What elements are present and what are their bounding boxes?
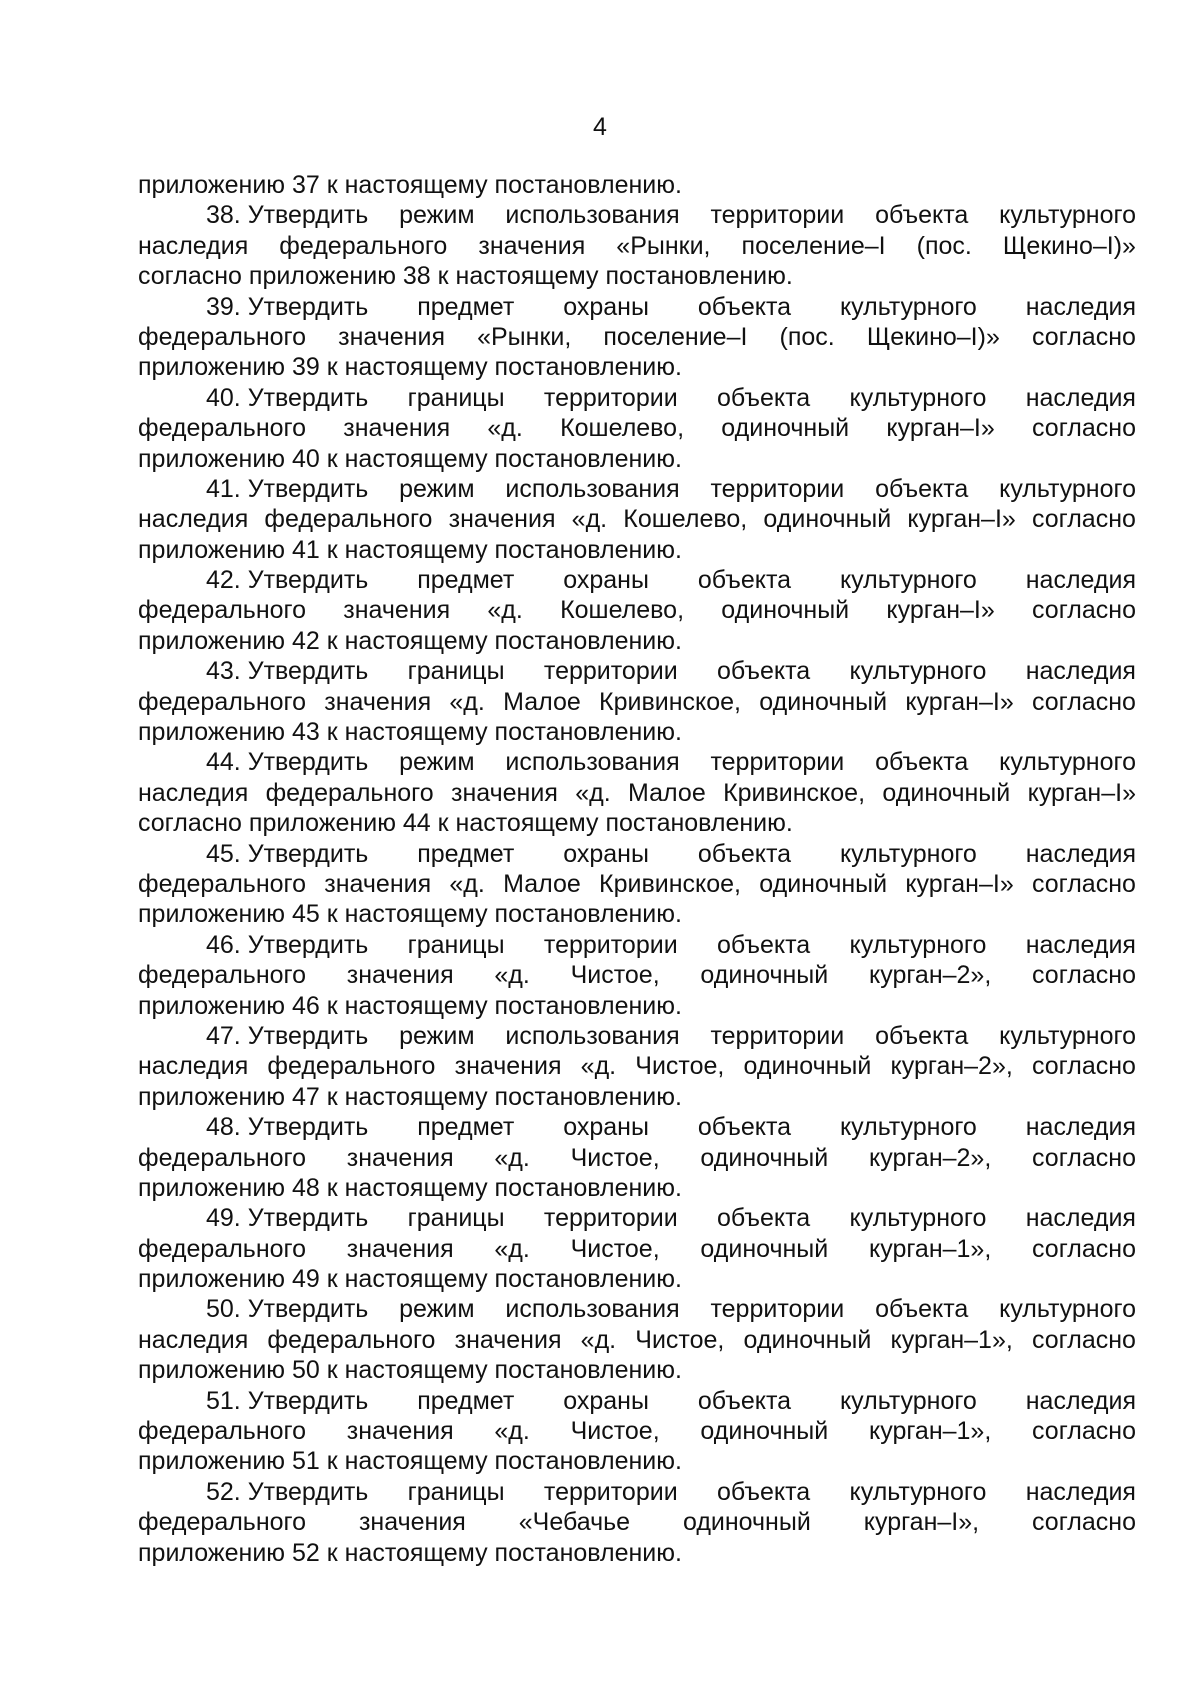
text-segment: охраны (563, 1113, 649, 1142)
text-segment: наследия (1025, 930, 1136, 959)
text-segment: одиночный (700, 1417, 829, 1446)
text-segment: территории (710, 474, 845, 503)
text-segment: культурного (849, 657, 987, 686)
text-segment: федерального (279, 231, 448, 260)
text-line (138, 1538, 1136, 1568)
text-segment: объекта (697, 1386, 792, 1415)
page-number: 4 (593, 113, 607, 141)
text-segment: курган–2», (890, 1052, 1013, 1081)
text-segment: объекта (717, 383, 811, 412)
text-segment: культурного (849, 1204, 987, 1233)
text-segment: объекта (697, 839, 792, 868)
text-segment: 42. Утвердить (206, 566, 369, 595)
text-segment: курган–2», (869, 1143, 992, 1172)
text-segment: приложению 41 к настоящему постановлению. (138, 535, 682, 564)
text-segment: приложению 51 к настоящему постановлению. (138, 1447, 682, 1476)
text-segment: согласно (1031, 869, 1136, 898)
text-segment: значения (346, 1417, 454, 1446)
text-segment: согласно (1032, 1143, 1136, 1172)
text-segment: приложению 37 к настоящему постановлению. (138, 171, 682, 199)
text-segment: режим (399, 1295, 475, 1324)
text-segment: 41. Утвердить (206, 474, 369, 503)
text-line (138, 1446, 1136, 1476)
text-line (138, 1203, 1136, 1233)
text-segment: охраны (563, 839, 649, 868)
text-segment: федерального (138, 1508, 307, 1537)
text-segment: наследия (1025, 1113, 1136, 1142)
text-segment: федерального (267, 1325, 436, 1354)
text-segment: согласно (1031, 505, 1136, 534)
text-line (138, 656, 1136, 686)
text-line (138, 474, 1136, 504)
text-line (138, 747, 1136, 777)
text-segment: 48. Утвердить (206, 1113, 369, 1142)
text-line (138, 565, 1136, 595)
text-segment: наследия (138, 1052, 249, 1081)
text-segment: объекта (717, 657, 811, 686)
text-segment: 38. Утвердить (206, 201, 369, 230)
text-segment: границы (407, 657, 505, 686)
text-segment: использования (505, 1021, 680, 1050)
text-segment: 52. Утвердить (206, 1477, 369, 1506)
text-line (138, 231, 1136, 261)
text-segment: «д. (449, 869, 485, 898)
text-segment: Малое (503, 869, 581, 898)
text-segment: наследия (138, 1325, 249, 1354)
text-segment: предмет (417, 839, 515, 868)
text-segment: территории (543, 1204, 678, 1233)
text-segment: приложению 42 к настоящему постановлению. (138, 626, 682, 655)
text-segment: «д. (494, 1417, 530, 1446)
text-segment: курган–2», (869, 961, 992, 990)
text-segment: приложению 43 к настоящему постановлению. (138, 718, 682, 747)
text-segment: «Чебачье (518, 1508, 631, 1537)
text-segment: согласно (1031, 687, 1136, 716)
text-segment: значения (338, 322, 445, 351)
text-line (138, 1386, 1136, 1416)
text-segment: «д. (449, 687, 485, 716)
text-segment: федерального (267, 1052, 436, 1081)
text-segment: значения (478, 231, 586, 260)
text-segment: объекта (875, 748, 969, 777)
text-segment: Чистое, (635, 1325, 725, 1354)
text-segment: курган–I», (863, 1508, 980, 1537)
text-segment: территории (543, 383, 678, 412)
text-segment: значения (454, 1052, 562, 1081)
text-line (138, 1477, 1136, 1507)
text-segment: предмет (417, 292, 515, 321)
text-segment: федерального (138, 961, 307, 990)
text-segment: 46. Утвердить (206, 930, 369, 959)
text-segment: приложению 45 к настоящему постановлению. (138, 900, 682, 929)
text-segment: курган–I» (1027, 778, 1136, 807)
text-line (138, 261, 1136, 291)
text-segment: одиночный (763, 505, 892, 534)
text-segment: приложению 46 к настоящему постановлению. (138, 991, 682, 1020)
text-segment: 47. Утвердить (206, 1021, 369, 1050)
text-segment: согласно (1032, 1508, 1136, 1537)
text-segment: значения (346, 961, 454, 990)
text-segment: поселение–I (741, 231, 886, 260)
text-segment: культурного (849, 1477, 987, 1506)
text-segment: охраны (563, 292, 649, 321)
text-segment: Чистое, (570, 961, 660, 990)
text-segment: наследия (138, 231, 249, 260)
text-segment: Кривинское, (723, 778, 866, 807)
text-segment: федерального (265, 778, 434, 807)
text-segment: Чистое, (570, 1143, 660, 1172)
text-segment: наследия (138, 505, 249, 534)
text-segment: предмет (417, 1113, 515, 1142)
text-segment: 51. Утвердить (206, 1386, 369, 1415)
text-segment: «Рынки, (616, 231, 711, 260)
text-segment: согласно (1032, 961, 1136, 990)
text-segment: культурного (849, 383, 987, 412)
text-segment: культурного (839, 292, 977, 321)
text-line (138, 808, 1136, 838)
text-segment: объекта (717, 1477, 811, 1506)
text-segment: охраны (563, 1386, 649, 1415)
text-line (138, 1021, 1136, 1051)
text-segment: предмет (417, 1386, 515, 1415)
text-segment: федерального (264, 505, 433, 534)
text-segment: «д. (580, 1325, 617, 1354)
text-segment: приложению 39 к настоящему постановлению. (138, 353, 682, 382)
text-segment: Чистое, (570, 1417, 660, 1446)
text-segment: поселение–I (603, 322, 748, 351)
text-segment: значения (346, 1143, 454, 1172)
text-segment: наследия (1025, 383, 1136, 412)
text-line (138, 322, 1136, 352)
text-segment: Кошелево, (560, 414, 685, 443)
text-segment: значения (454, 1325, 562, 1354)
text-line (138, 1507, 1136, 1537)
text-segment: Кошелево, (623, 505, 748, 534)
text-line (138, 1082, 1136, 1112)
text-segment: Кривинское, (599, 687, 741, 716)
text-segment: 44. Утвердить (206, 748, 369, 777)
text-segment: курган–I» (907, 505, 1016, 534)
text-segment: территории (543, 1477, 678, 1506)
text-segment: объекта (697, 292, 792, 321)
text-segment: границы (407, 383, 505, 412)
text-segment: согласно (1031, 322, 1136, 351)
text-segment: «д. (494, 961, 530, 990)
text-line (138, 839, 1136, 869)
text-segment: одиночный (882, 778, 1011, 807)
text-segment: использования (505, 474, 680, 503)
text-segment: федерального (138, 596, 307, 625)
text-segment: территории (543, 930, 678, 959)
text-line (138, 1416, 1136, 1446)
text-segment: одиночный (700, 1143, 829, 1172)
text-segment: одиночный (700, 1234, 829, 1263)
text-line (138, 504, 1136, 534)
text-line (138, 1355, 1136, 1385)
text-segment: «д. (580, 1052, 617, 1081)
text-segment: наследия (138, 778, 249, 807)
text-segment: «Рынки, (477, 322, 572, 351)
text-segment: 50. Утвердить (206, 1295, 369, 1324)
text-segment: «д. (487, 596, 523, 625)
text-line (138, 778, 1136, 808)
text-segment: объекта (875, 474, 969, 503)
text-line (138, 717, 1136, 747)
text-segment: территории (543, 657, 678, 686)
text-segment: территории (710, 1295, 845, 1324)
text-segment: федерального (138, 322, 307, 351)
text-segment: «д. (494, 1234, 530, 1263)
text-segment: Щекино–I)» (1002, 231, 1136, 260)
text-segment: федерального (138, 1143, 307, 1172)
text-segment: Малое (503, 687, 581, 716)
text-segment: федерального (138, 687, 307, 716)
text-segment: предмет (417, 566, 515, 595)
text-segment: границы (407, 1204, 505, 1233)
text-segment: федерального (138, 1417, 307, 1446)
text-segment: «д. (487, 414, 523, 443)
text-segment: 39. Утвердить (206, 292, 369, 321)
text-segment: приложению 47 к настоящему постановлению. (138, 1082, 682, 1111)
text-segment: приложению 48 к настоящему постановлению. (138, 1173, 682, 1202)
text-segment: территории (710, 748, 845, 777)
text-segment: значения (343, 596, 451, 625)
text-line (138, 869, 1136, 899)
text-segment: Малое (628, 778, 706, 807)
text-segment: федерального (138, 869, 307, 898)
text-segment: приложению 49 к настоящему постановлению. (138, 1265, 682, 1294)
text-segment: наследия (1025, 1204, 1136, 1233)
text-segment: культурного (999, 1295, 1136, 1324)
text-segment: одиночный (700, 961, 829, 990)
text-line (138, 687, 1136, 717)
text-segment: культурного (839, 839, 977, 868)
text-segment: приложению 40 к настоящему постановлению. (138, 444, 682, 473)
text-line (138, 595, 1136, 625)
text-line (138, 930, 1136, 960)
text-segment: согласно (1031, 1325, 1136, 1354)
text-line (138, 626, 1136, 656)
text-segment: режим (399, 1021, 475, 1050)
text-segment: значения (346, 1234, 454, 1263)
text-line (138, 1264, 1136, 1294)
text-segment: курган–I» (886, 596, 995, 625)
text-segment: «д. (571, 505, 608, 534)
text-segment: курган–I» (905, 687, 1014, 716)
text-line (138, 535, 1136, 565)
text-segment: согласно (1032, 1234, 1136, 1263)
text-segment: 40. Утвердить (206, 383, 369, 412)
text-segment: курган–I» (905, 869, 1014, 898)
text-segment: использования (505, 748, 680, 777)
text-segment: приложению 50 к настоящему постановлению. (138, 1356, 682, 1385)
text-line (138, 200, 1136, 230)
text-segment: значения (324, 687, 432, 716)
document-body (138, 170, 1136, 1568)
text-segment: наследия (1025, 566, 1136, 595)
text-line (138, 1051, 1136, 1081)
text-segment: значения (358, 1508, 466, 1537)
text-segment: территории (710, 201, 845, 230)
text-segment: наследия (1025, 292, 1136, 321)
text-line (138, 170, 1136, 200)
text-segment: Чистое, (635, 1052, 725, 1081)
text-segment: (пос. (779, 322, 835, 351)
text-segment: объекта (875, 1295, 969, 1324)
text-segment: согласно приложению 44 к настоящему постановлению. (138, 809, 793, 838)
text-segment: Щекино–I)» (866, 322, 1000, 351)
text-segment: объекта (875, 1021, 969, 1050)
text-segment: (пос. (916, 231, 972, 260)
text-segment: одиночный (759, 869, 888, 898)
text-segment: использования (505, 1295, 680, 1324)
text-line (138, 1173, 1136, 1203)
text-segment: режим (399, 748, 475, 777)
text-segment: культурного (839, 1113, 977, 1142)
text-segment: согласно (1031, 1052, 1136, 1081)
text-segment: режим (399, 201, 475, 230)
text-segment: режим (399, 474, 475, 503)
text-segment: курган–1», (890, 1325, 1013, 1354)
text-line (138, 383, 1136, 413)
text-segment: согласно (1032, 414, 1136, 443)
text-segment: 49. Утвердить (206, 1204, 369, 1233)
text-segment: согласно (1032, 596, 1136, 625)
text-segment: федерального (138, 1234, 307, 1263)
text-line (138, 1234, 1136, 1264)
text-segment: объекта (697, 1113, 792, 1142)
text-segment: культурного (999, 1021, 1136, 1050)
text-segment: объекта (717, 930, 811, 959)
text-segment: Кошелево, (560, 596, 685, 625)
text-line (138, 899, 1136, 929)
text-segment: наследия (1025, 839, 1136, 868)
text-segment: одиночный (682, 1508, 811, 1537)
text-line (138, 444, 1136, 474)
text-segment: курган–1», (869, 1234, 992, 1263)
text-segment: наследия (1025, 657, 1136, 686)
text-line (138, 991, 1136, 1021)
text-line (138, 413, 1136, 443)
text-segment: использования (505, 201, 680, 230)
text-segment: культурного (999, 201, 1136, 230)
text-segment: согласно приложению 38 к настоящему постановлению. (138, 262, 793, 291)
text-segment: значения (451, 778, 558, 807)
text-segment: значения (343, 414, 451, 443)
text-segment: одиночный (759, 687, 888, 716)
text-segment: наследия (1025, 1477, 1136, 1506)
text-segment: культурного (999, 474, 1136, 503)
text-segment: одиночный (721, 414, 850, 443)
text-segment: одиночный (721, 596, 850, 625)
text-segment: Кривинское, (599, 869, 741, 898)
text-segment: объекта (875, 201, 969, 230)
text-segment: «д. (494, 1143, 530, 1172)
text-segment: одиночный (743, 1325, 872, 1354)
text-segment: 45. Утвердить (206, 839, 369, 868)
text-segment: 43. Утвердить (206, 657, 369, 686)
text-segment: территории (710, 1021, 845, 1050)
text-segment: охраны (563, 566, 649, 595)
text-segment: значения (448, 505, 556, 534)
text-line (138, 1294, 1136, 1324)
text-line (138, 1112, 1136, 1142)
text-line (138, 1143, 1136, 1173)
text-segment: наследия (1025, 1386, 1136, 1415)
text-segment: Чистое, (570, 1234, 660, 1263)
text-segment: одиночный (743, 1052, 872, 1081)
text-segment: курган–1», (869, 1417, 992, 1446)
text-segment: культурного (839, 566, 977, 595)
text-segment: культурного (839, 1386, 977, 1415)
text-segment: приложению 52 к настоящему постановлению. (138, 1538, 682, 1567)
text-line (138, 1325, 1136, 1355)
text-line (138, 960, 1136, 990)
text-segment: курган–I» (886, 414, 995, 443)
text-line (138, 292, 1136, 322)
text-segment: культурного (999, 748, 1136, 777)
text-line (138, 352, 1136, 382)
text-segment: границы (407, 930, 505, 959)
text-segment: федерального (138, 414, 307, 443)
text-segment: согласно (1032, 1417, 1136, 1446)
text-segment: объекта (697, 566, 792, 595)
text-segment: границы (407, 1477, 505, 1506)
text-segment: значения (324, 869, 432, 898)
text-segment: «д. (575, 778, 611, 807)
text-segment: культурного (849, 930, 987, 959)
text-segment: объекта (717, 1204, 811, 1233)
